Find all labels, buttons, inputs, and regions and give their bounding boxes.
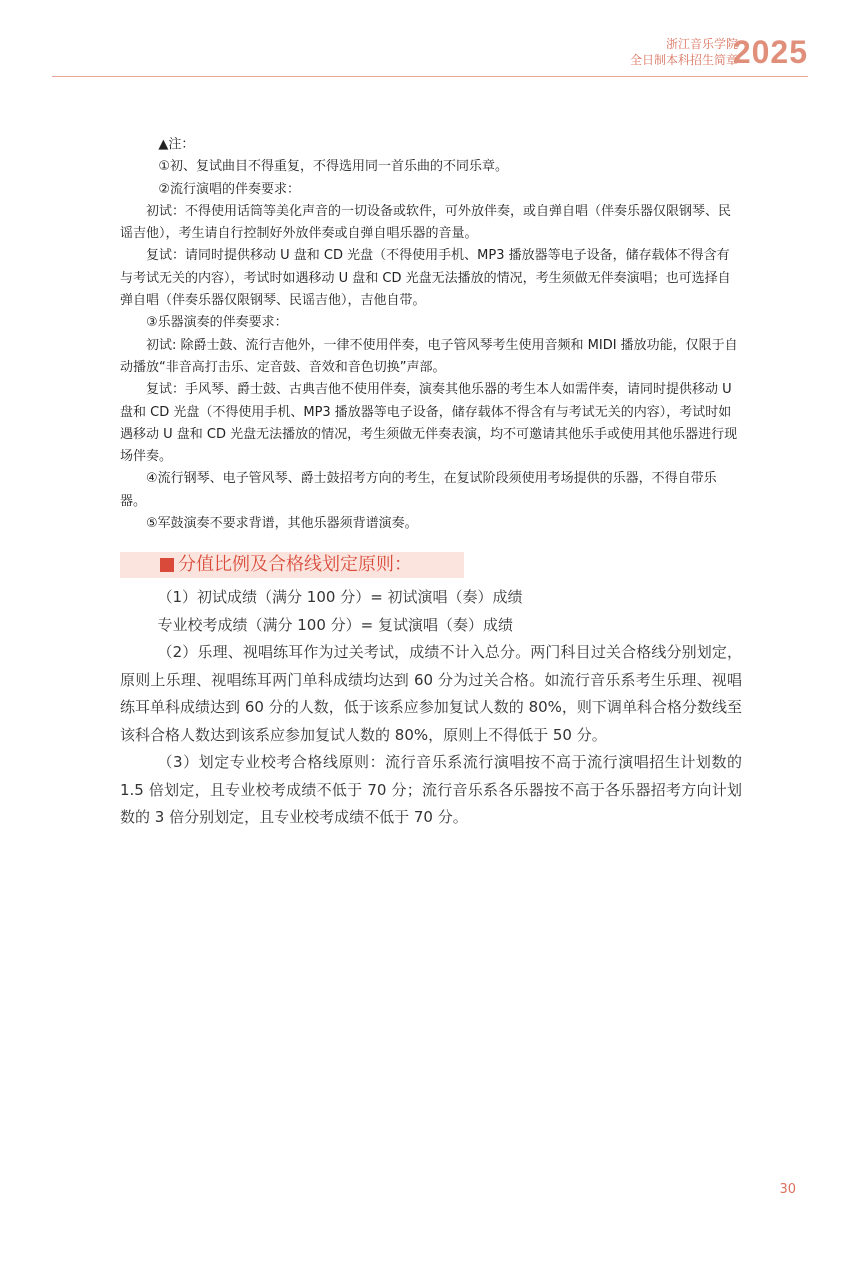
note-item-2-initial: 初试：不得使用话筒等美化声音的一切设备或软件，可外放伴奏，或自弹自唱（伴奏乐器仅限钢琴、民谣吉他），考生请自行控制好外放伴奏或自弹自唱乐器的音量。 xyxy=(120,203,732,242)
note-item-3-initial: 初试: 除爵士鼓、流行吉他外，一律不使用伴奏，电子管风琴考生使用音频和 MIDI 播放功能，仅限于自动播放“非音高打击乐、定音鼓、音效和音色切换”声部。 xyxy=(120,337,738,375)
page-number: 30 xyxy=(779,1182,796,1197)
brochure-subtitle: 全日制本科招生简章 xyxy=(629,53,738,67)
section-heading xyxy=(160,553,412,577)
note-item-3-title: ③乐器演奏的伴奏要求： xyxy=(146,315,288,331)
header-year: 2025 xyxy=(732,34,808,70)
notes-title: ▲注： xyxy=(158,137,195,152)
school-name: 浙江音乐学院 xyxy=(665,37,738,51)
score-paragraph-2: （2）乐理、视唱练耳作为过关考试，成绩不计入总分。两门科目过关合格线分别划定，原则上乐理、视唱练耳两门单科成绩均达到 60 分为过关合格。如流行音乐系考生乐理、视唱练耳单科成绩达到 60 分的人数，低于该系应参加复试人数的 80%，则下调单科合格分数线至该科合格人数达到该系应参加复试人数的 80%，原则上不得低于 50 分。 xyxy=(120,643,742,744)
note-item-1: ①初、复试曲目不得重复，不得选用同一首乐曲的不同乐章。 xyxy=(158,159,508,175)
section-heading-text: 分值比例及合格线划定原则： xyxy=(178,554,412,575)
note-item-3-retest: 复试：手风琴、爵士鼓、古典吉他不使用伴奏，演奏其他乐器的考生本人如需伴奏，请同时提供移动 U 盘和 CD 光盘（不得使用手机、MP3 播放器等电子设备，储存载体不得含有与考试无关的内容），考试时如遇移动 U 盘和 CD 光盘无法播放的情况，考生须做无伴奏表演，均不可邀请其他乐手或使用其他乐器进行现场伴奏。 xyxy=(120,382,738,465)
header-divider xyxy=(52,76,808,77)
note-item-2-title: ②流行演唱的伴奏要求： xyxy=(158,181,300,197)
scores-section xyxy=(120,584,742,832)
notes-section xyxy=(120,134,740,535)
score-rule-1: （1）初试成绩（满分 100 分）= 初试演唱（奏）成绩 xyxy=(157,588,523,606)
square-bullet-icon xyxy=(160,558,174,572)
note-item-2-retest: 复试：请同时提供移动 U 盘和 CD 光盘（不得使用手机、MP3 播放器等电子设备，储存载体不得含有与考试无关的内容），考试时如遇移动 U 盘和 CD 光盘无法播放的情况，考生须做无伴奏演唱；也可选择自弹自唱（伴奏乐器仅限钢琴、民谣吉他），吉他自带。 xyxy=(120,248,731,309)
note-item-5: ⑤军鼓演奏不要求背谱，其他乐器须背谱演奏。 xyxy=(146,516,418,532)
score-paragraph-3: （3）划定专业校考合格线原则：流行音乐系流行演唱按不高于流行演唱招生计划数的 1.5 倍划定，且专业校考成绩不低于 70 分；流行音乐系各乐器按不高于各乐器招考方向计划数的 3 倍分别划定，且专业校考成绩不低于 70 分。 xyxy=(120,753,742,826)
score-rule-2: 专业校考成绩（满分 100 分）= 复试演唱（奏）成绩 xyxy=(157,615,514,634)
note-item-4: ④流行钢琴、电子管风琴、爵士鼓招考方向的考生，在复试阶段须使用考场提供的乐器，不得自带乐器。 xyxy=(120,471,717,509)
header-school-block xyxy=(630,36,738,68)
